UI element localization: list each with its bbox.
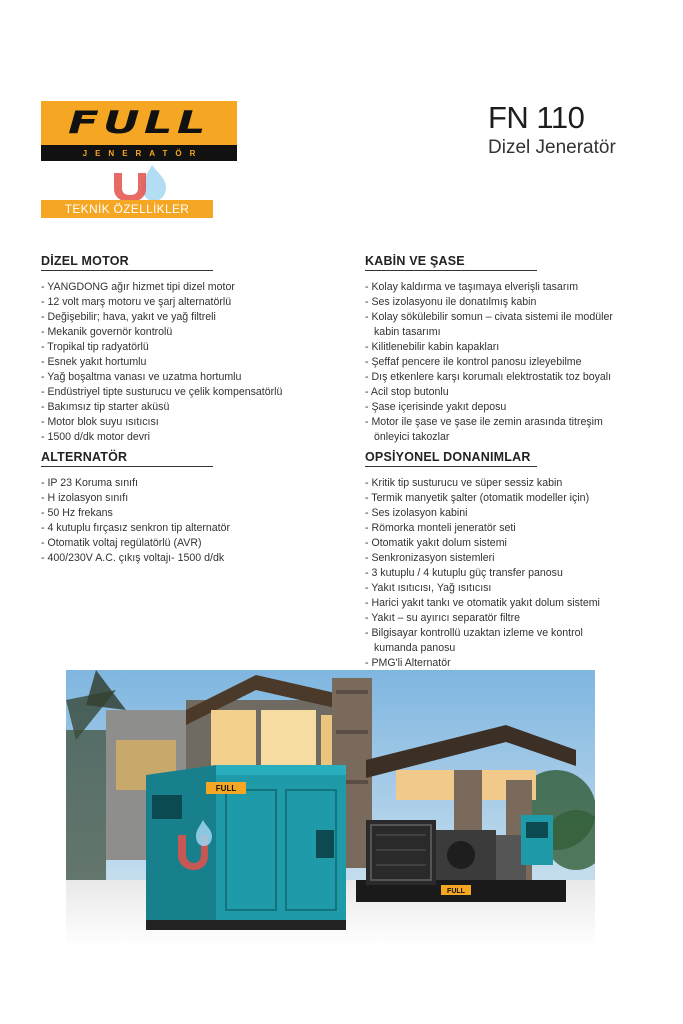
spec-item: kabin tasarımı [374, 326, 441, 338]
logo-top-band [41, 101, 237, 145]
section-alternator [41, 450, 231, 566]
spec-item: - Otomatik yakıt dolum sistemi [365, 537, 507, 549]
logo-word: FULL [68, 105, 210, 141]
spec-item: - YANGDONG ağır hizmet tipi dizel motor [41, 281, 235, 293]
spec-item: - Ses izolasyonu ile donatılmış kabin [365, 296, 537, 308]
spec-item: - H izolasyon sınıfı [41, 492, 129, 504]
spec-item: - Yakıt – su ayırıcı separatör filtre [365, 612, 521, 624]
spec-list [365, 280, 613, 445]
spec-item: - Acil stop butonlu [365, 386, 449, 398]
spec-item: - Yağ boşaltma vanası ve uzatma hortumlu [41, 371, 242, 383]
spec-item: - Tropikal tip radyatörlü [41, 341, 149, 353]
brand-logo [41, 101, 237, 161]
spec-item: - Şeffaf pencere ile kontrol panosu izleyebilme [365, 356, 582, 368]
spec-item: - Termik manyetik şalter (otomatik modeller için) [365, 492, 590, 504]
logo-bottom-band [41, 145, 237, 161]
open-generator-logo-label: FULL [447, 888, 465, 895]
product-photo [66, 670, 595, 948]
specs-badge-text: TEKNİK ÖZELLİKLER [64, 202, 190, 216]
model-title: FN 110 [488, 100, 585, 135]
section-optional-equipment [365, 450, 600, 671]
spec-item: - Motor blok suyu ısıtıcısı [41, 416, 159, 428]
spec-list [41, 476, 231, 566]
spec-item: - Ses izolasyon kabini [365, 507, 468, 519]
spec-item: - Değişebilir; hava, yakıt ve yağ filtreli [41, 311, 216, 323]
spec-item: - 3 kutuplu / 4 kutuplu güç transfer panosu [365, 567, 563, 579]
spec-item: - Römorka monteli jeneratör seti [365, 522, 516, 534]
cabinet-logo-label: FULL [215, 784, 237, 793]
section-title: KABİN VE ŞASE [365, 254, 537, 271]
spec-item: - Bilgisayar kontrollü uzaktan izleme ve kontrol [365, 627, 583, 639]
specs-badge [41, 200, 213, 218]
spec-item: - 1500 d/dk motor devri [41, 431, 150, 443]
spec-item: - Kritik tip susturucu ve süper sessiz kabin [365, 477, 563, 489]
product-photo-illustration [66, 670, 595, 948]
spec-item: - 4 kutuplu fırçasız senkron tip alternatör [41, 522, 231, 534]
spec-item: - Senkronizasyon sistemleri [365, 552, 495, 564]
spec-item: - IP 23 Koruma sınıfı [41, 477, 138, 489]
logo-subtitle: JENERATÖR [82, 148, 204, 158]
spec-item: - Motor ile şase ve şase ile zemin arasında titreşim [365, 416, 603, 428]
spec-item: kumanda panosu [374, 642, 456, 654]
spec-item: - 12 volt marş motoru ve şarj alternatörlü [41, 296, 232, 308]
section-title: ALTERNATÖR [41, 450, 213, 467]
spec-item: - Endüstriyel tipte susturucu ve çelik kompensatörlü [41, 386, 283, 398]
spec-item: - Bakımsız tip starter aküsü [41, 401, 170, 413]
model-subtitle: Dizel Jeneratör [488, 137, 616, 158]
spec-item: - Dış etkenlere karşı korumalı elektrostatik toz boyalı [365, 371, 612, 383]
spec-item: - Kolay sökülebilir somun – civata sistemi ile modüler [365, 311, 613, 323]
spec-item: - 400/230V A.C. çıkış voltajı- 1500 d/dk [41, 552, 225, 564]
spec-item: - Mekanik governör kontrolü [41, 326, 173, 338]
spec-item: - PMG'li Alternatör [365, 657, 451, 669]
spec-item: - 50 Hz frekans [41, 507, 113, 519]
spec-item: - Kilitlenebilir kabin kapakları [365, 341, 500, 353]
section-title: OPSİYONEL DONANIMLAR [365, 450, 537, 467]
section-cabin-chassis [365, 254, 613, 445]
spec-item: - Esnek yakıt hortumlu [41, 356, 147, 368]
spec-item: - Otomatik voltaj regülatörlü (AVR) [41, 537, 202, 549]
spec-item: - Şase içerisinde yakıt deposu [365, 401, 507, 413]
section-title: DİZEL MOTOR [41, 254, 213, 271]
spec-list [41, 280, 283, 445]
spec-item: - Harici yakıt tankı ve otomatik yakıt dolum sistemi [365, 597, 600, 609]
spec-list [365, 476, 600, 671]
watermark-drop-icon [108, 163, 170, 203]
spec-item: - Kolay kaldırma ve taşımaya elverişli tasarım [365, 281, 579, 293]
spec-item: - Yakıt ısıtıcısı, Yağ ısıtıcısı [365, 582, 492, 594]
spec-item: önleyici takozlar [374, 431, 450, 443]
section-diesel-motor [41, 254, 283, 445]
